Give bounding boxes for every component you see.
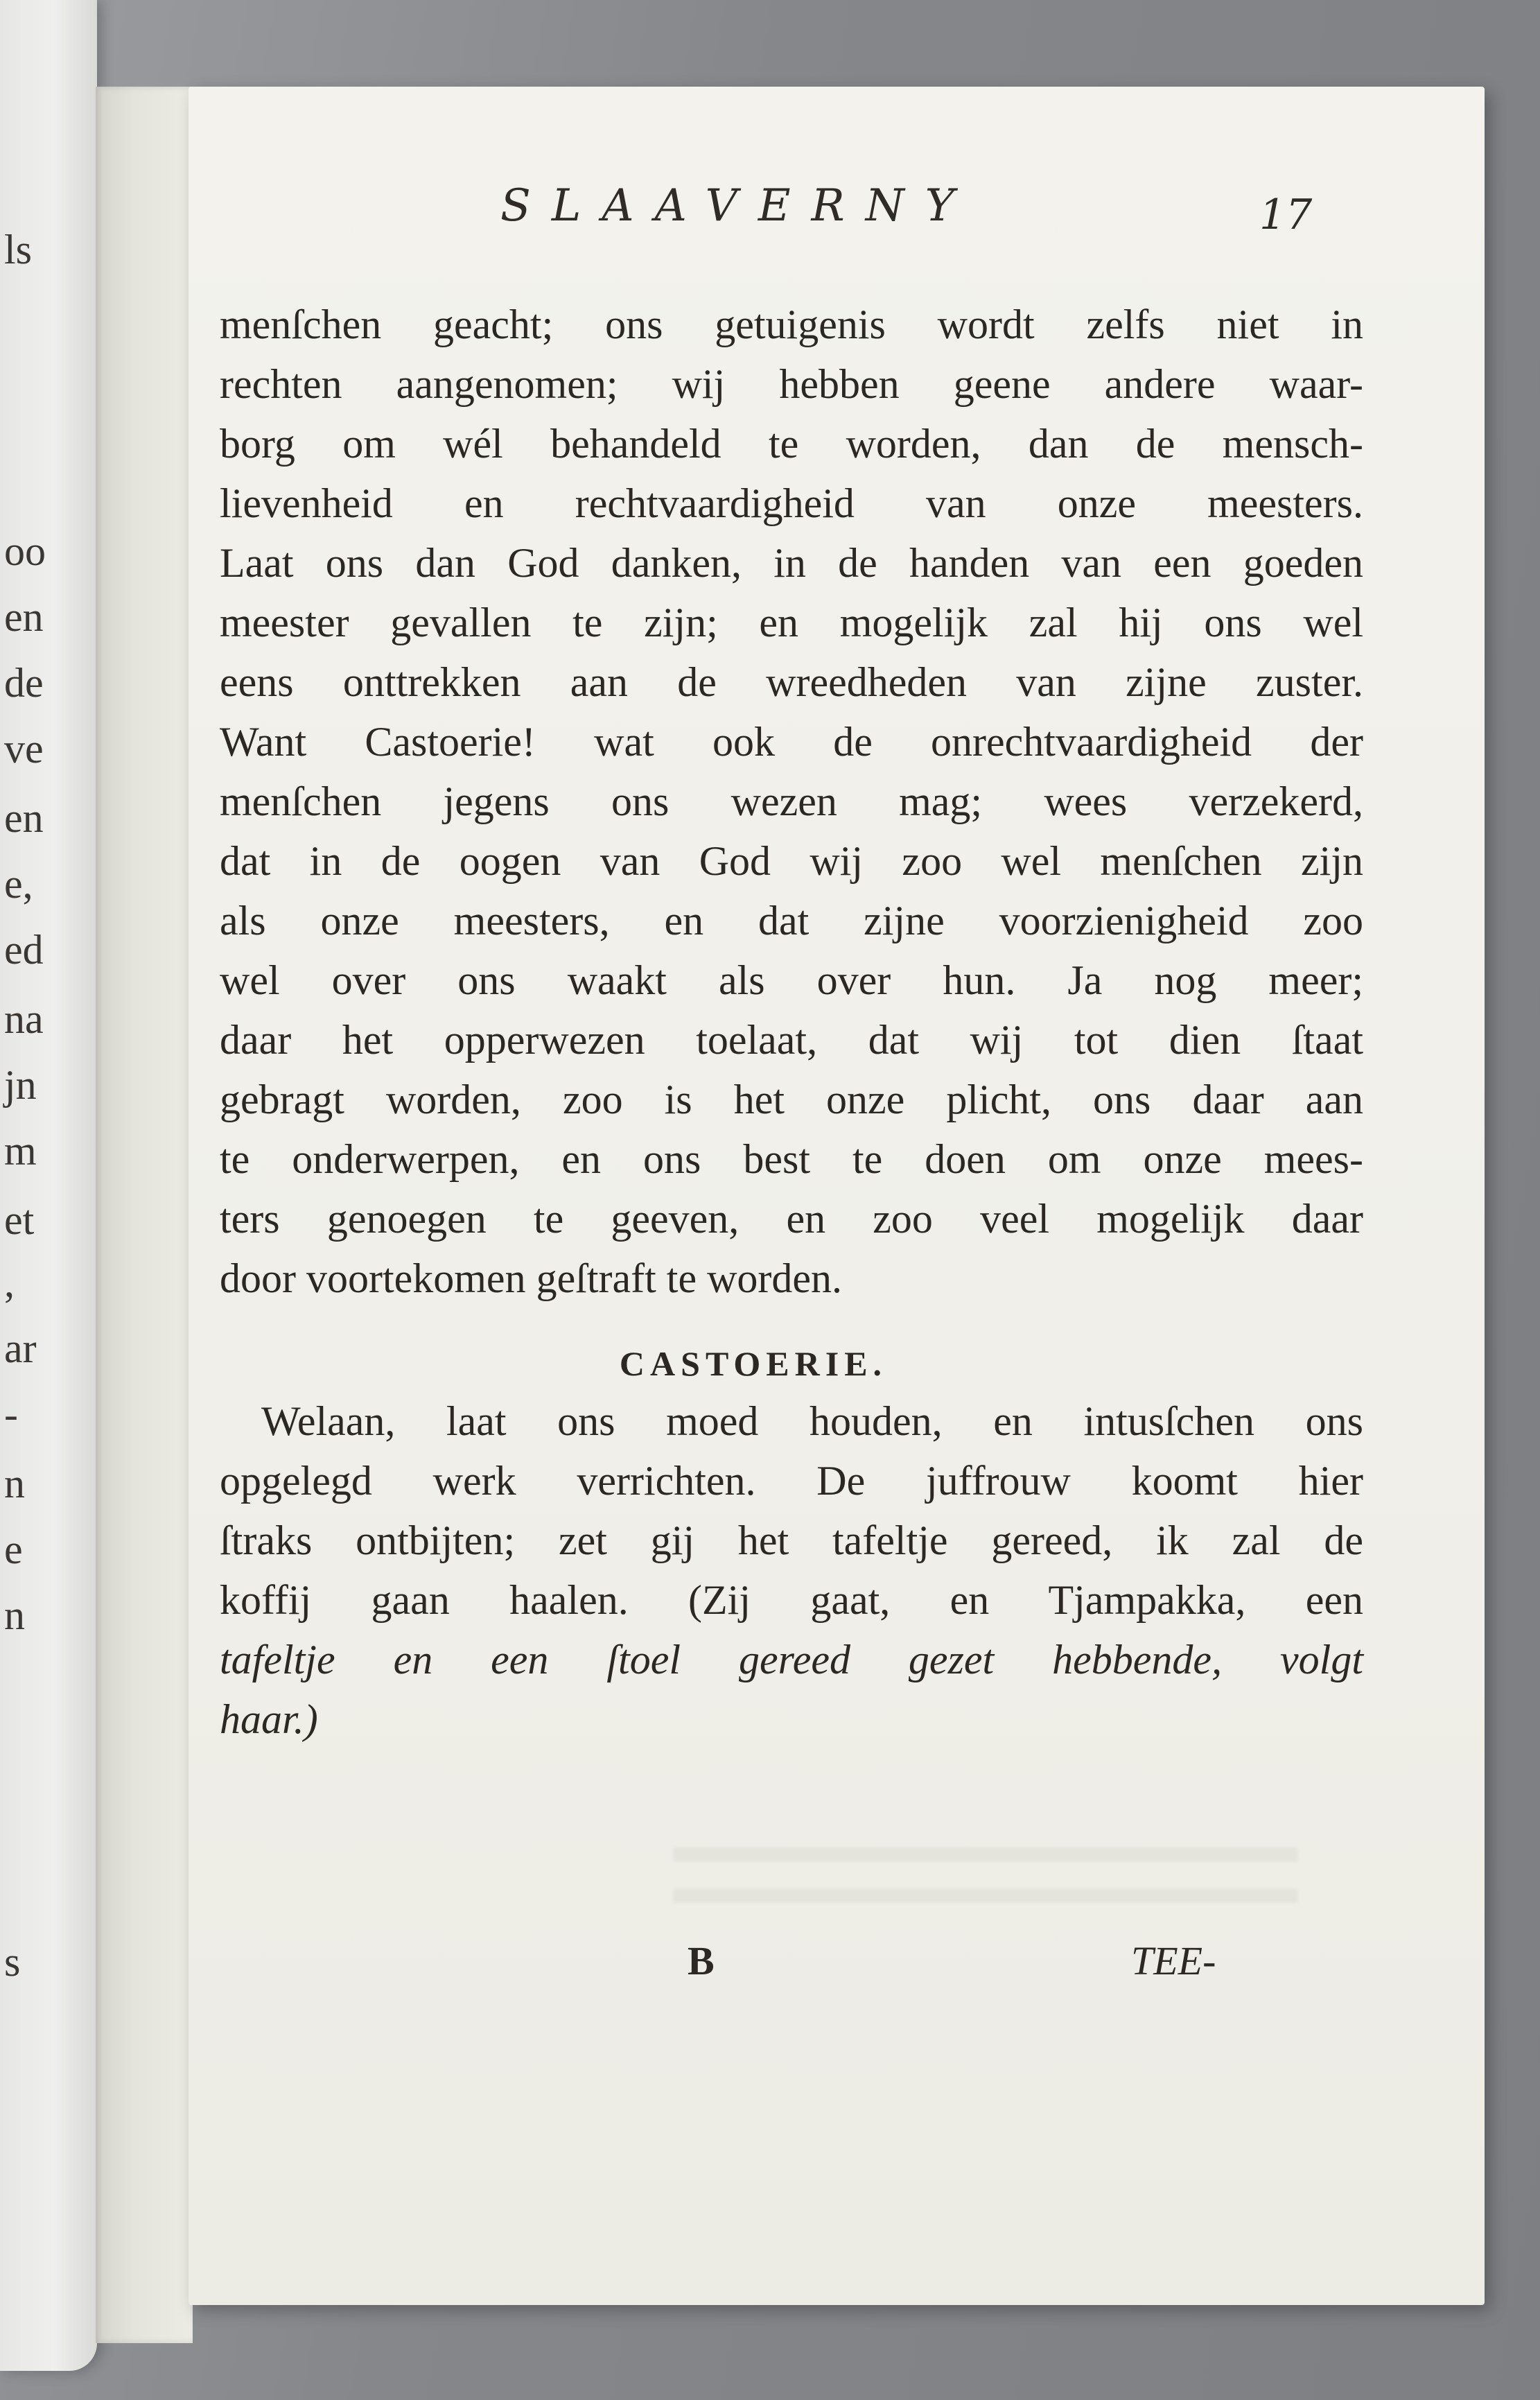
running-head: SLAAVERNY [500, 180, 975, 232]
facing-page-text-fragment: jn [4, 1062, 37, 1108]
facing-page-text-fragment: en [4, 594, 44, 640]
facing-page-text-fragment: en [4, 795, 44, 841]
page-gutter [96, 87, 193, 2343]
facing-page-text-fragment: ed [4, 927, 44, 973]
text-line: dat in de oogen van God wij zoo wel menſchen zijn [220, 838, 1363, 884]
ink-bleed-through [674, 1847, 1297, 1931]
facing-page-text-fragment: ar [4, 1325, 37, 1371]
speech-line: koffij gaan haalen. (Zij gaat, en Tjampakka, een [220, 1577, 1363, 1623]
speech-line: ſtraks ontbijten; zet gij het tafeltje gereed, ik zal de [220, 1518, 1363, 1563]
facing-page-text-fragment: ls [4, 227, 33, 272]
facing-page-text-fragment: , [4, 1260, 15, 1305]
facing-page-text-fragment: - [4, 1391, 18, 1437]
facing-page-text-fragment: na [4, 996, 44, 1042]
facing-page-text-fragment: e, [4, 861, 33, 907]
speech-paragraph [220, 1391, 1363, 1749]
facing-page-text-fragment: ve [4, 726, 44, 772]
facing-page-text-fragment: n [4, 1592, 25, 1638]
text-line: eens onttrekken aan de wreedheden van zijne zuster. [220, 659, 1363, 705]
facing-page-text-fragment: m [4, 1128, 37, 1174]
text-line: lievenheid en rechtvaardigheid van onze meesters. [220, 480, 1363, 526]
speech-line: Welaan, laat ons moed houden, en intusſchen ons [261, 1398, 1363, 1444]
text-line: menſchen jegens ons wezen mag; wees verzekerd, [220, 779, 1363, 824]
text-line: Laat ons dan God danken, in de handen van een goeden [220, 540, 1363, 586]
text-line: door voortekomen geſtraft te worden. [220, 1255, 843, 1301]
speech-line: opgelegd werk verrichten. De juffrouw koomt hier [220, 1458, 1363, 1504]
stage-direction-line: tafeltje en een ſtoel gereed gezet hebbende, volgt [220, 1637, 1363, 1682]
facing-page-text-fragment: oo [4, 528, 46, 574]
page-number: 17 [1259, 191, 1313, 239]
signature-mark: B [688, 1938, 715, 1983]
catchword: TEE- [1131, 1938, 1216, 1983]
text-line: wel over ons waakt als over hun. Ja nog meer; [220, 957, 1363, 1003]
facing-page-text-fragment: e [4, 1527, 23, 1572]
page-text [220, 295, 1363, 1749]
facing-page-text-fragment: et [4, 1197, 35, 1243]
text-line: menſchen geacht; ons getuigenis wordt zelfs niet in [220, 302, 1363, 347]
text-line: gebragt worden, zoo is het onze plicht, ons daar aan [220, 1077, 1363, 1122]
text-line: als onze meesters, en dat zijne voorzienigheid zoo [220, 898, 1363, 944]
text-line: borg om wél behandeld te worden, dan de mensch- [220, 421, 1363, 467]
text-line: te onderwerpen, en ons best te doen om onze mees- [220, 1136, 1363, 1182]
facing-page-text-fragment: n [4, 1461, 25, 1506]
speaker-name: CASTOERIE. [619, 1344, 888, 1383]
text-line: ters genoegen te geeven, en zoo veel mogelijk daar [220, 1196, 1363, 1242]
text-line: daar het opperwezen toelaat, dat wij tot dien ſtaat [220, 1017, 1363, 1063]
facing-page-left [0, 0, 97, 2371]
text-line: rechten aangenomen; wij hebben geene andere waar- [220, 361, 1363, 407]
dialogue-paragraph [220, 295, 1363, 1308]
stage-direction-line: haar.) [220, 1696, 318, 1742]
text-line: Want Castoerie! wat ook de onrechtvaardigheid der [220, 719, 1363, 765]
text-line: meester gevallen te zijn; en mogelijk zal hij ons wel [220, 600, 1363, 645]
facing-page-text-fragment: s [4, 1939, 21, 1985]
facing-page-text-fragment: de [4, 660, 44, 706]
book-page [189, 87, 1485, 2305]
